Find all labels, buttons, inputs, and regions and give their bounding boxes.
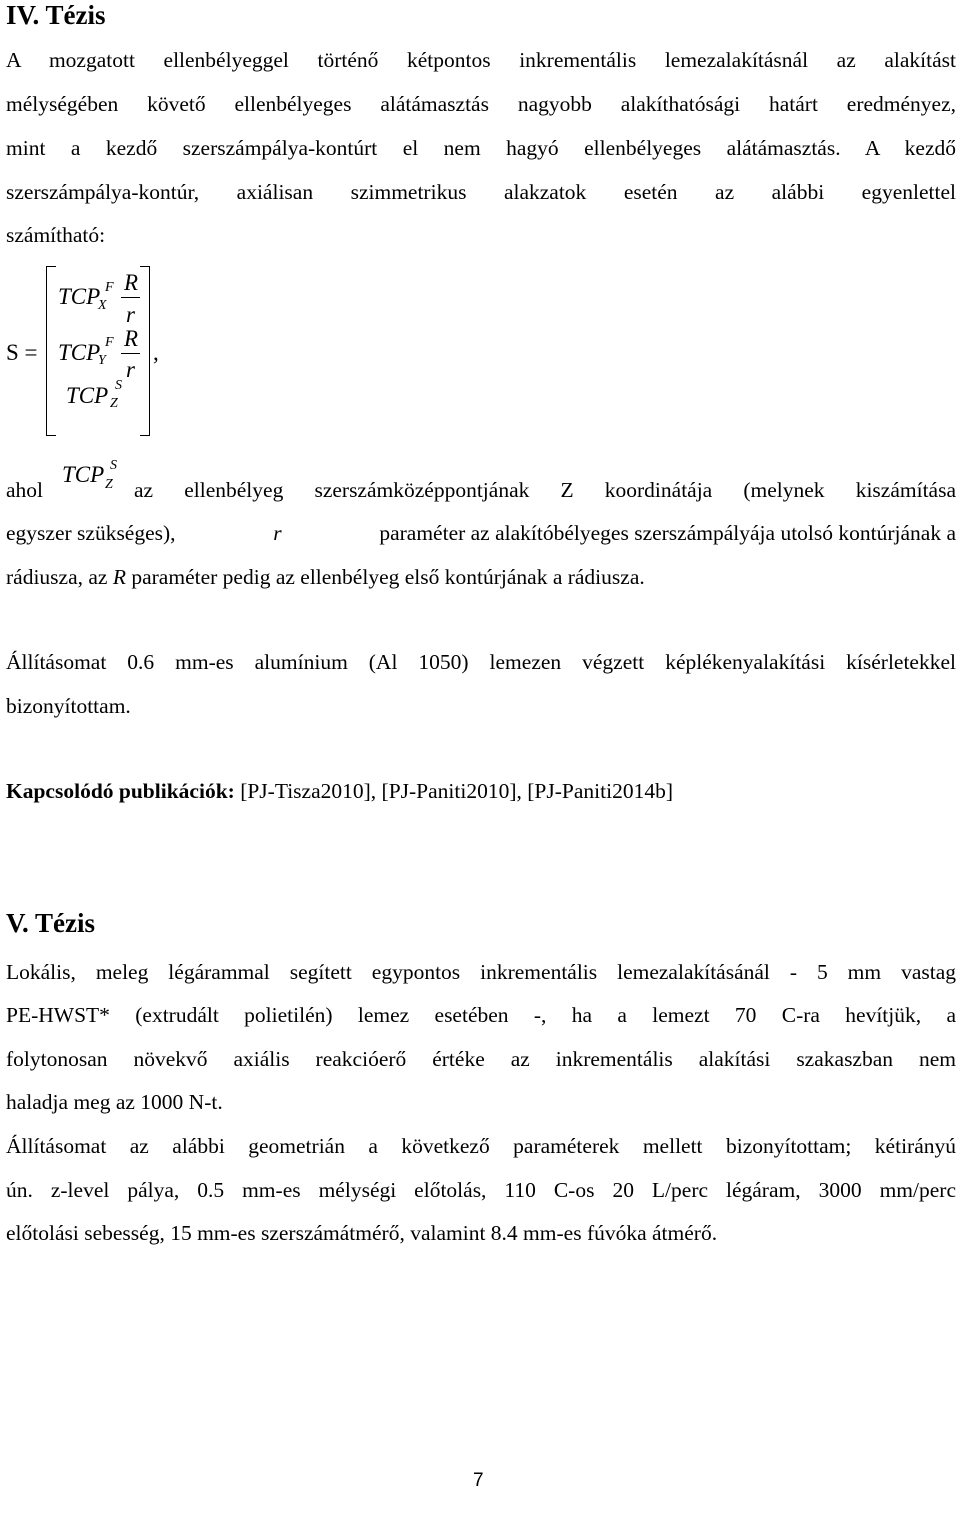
matrix-row3-sup: S xyxy=(115,378,122,393)
matrix-row3-tcp: TCP xyxy=(66,383,109,408)
section-4-paragraph-line: mélységében követő ellenbélyeges alátámasztás nagyobb alakíthatósági határt eredményez, xyxy=(6,92,956,116)
text-segment: paraméter az alakítóbélyeges szerszámpályája utolsó kontúrjának a xyxy=(379,521,956,545)
matrix-row1-frac-den: r xyxy=(126,302,135,327)
section-5-paragraph-line: folytonosan növekvő axiális reakcióerő értéke az inkrementális alakítási szakaszban nem xyxy=(6,1047,956,1071)
text-segment: egyszer szükséges), xyxy=(6,521,176,545)
ahol-tcp-sup: S xyxy=(110,458,117,473)
matrix-row3-sub: Z xyxy=(110,396,118,411)
section-4-paragraph-line: A mozgatott ellenbélyeggel történő kétpontos inkrementális lemezalakításnál az alakítást xyxy=(6,48,956,72)
paragraph-line-r xyxy=(6,521,956,546)
publications-label: Kapcsolódó publikációk: xyxy=(6,779,235,803)
section-5-paragraph-line: haladja meg az 1000 N-t. xyxy=(6,1090,223,1114)
ahol-word: ahol xyxy=(6,478,44,502)
section-5-heading: V. Tézis xyxy=(6,908,96,938)
matrix-row1-sub: X xyxy=(98,298,107,313)
variable-R: R xyxy=(112,565,126,589)
matrix-row1-frac-num: R xyxy=(124,270,139,295)
matrix-row2-sub: Y xyxy=(98,353,106,368)
matrix-row2-sup: F xyxy=(105,335,114,350)
equation-lhs: S = xyxy=(6,340,38,365)
equation-comma: , xyxy=(153,340,159,365)
text-segment: rádiusza, az xyxy=(6,565,108,589)
related-publications xyxy=(6,779,673,804)
text-segment: paraméter pedig az ellenbélyeg első kontúrjának a rádiusza. xyxy=(131,565,645,589)
page-number: 7 xyxy=(473,1470,484,1491)
claim-paragraph-line: bizonyítottam. xyxy=(6,694,131,718)
matrix-left-bracket xyxy=(46,266,56,436)
matrix-row1-sup: F xyxy=(105,280,114,295)
publications-list: [PJ-Tisza2010], [PJ-Paniti2010], [PJ-Paniti2014b] xyxy=(240,779,673,803)
section-4-heading: IV. Tézis xyxy=(6,0,106,30)
paragraph-line-R xyxy=(6,565,645,590)
matrix-row2-tcp: TCP xyxy=(58,340,101,365)
section-4-paragraph-line: mint a kezdő szerszámpálya-kontúrt el nem hagyó ellenbélyeges alátámasztás. A kezdő xyxy=(6,136,956,160)
section-5-paragraph-line: PE-HWST* (extrudált polietilén) lemez esetében -, ha a lemezt 70 C-ra hevítjük, a xyxy=(6,1003,956,1027)
matrix-right-bracket xyxy=(140,266,150,436)
variable-r: r xyxy=(273,521,282,545)
section-5-paragraph-line: Lokális, meleg légárammal segített egypontos inkrementális lemezalakításánál - 5 mm vastag xyxy=(6,960,956,984)
claim-paragraph-line: Állításomat 0.6 mm-es alumínium (Al 1050) lemezen végzett képlékenyalakítási kísérletekkel xyxy=(6,650,956,674)
section-5-paragraph-line: Állításomat az alábbi geometrián a következő paraméterek mellett bizonyítottam; kétirányú xyxy=(6,1134,956,1158)
matrix-row1-frac-bar xyxy=(121,297,140,298)
matrix-row2-frac-den: r xyxy=(126,357,135,382)
section-4-paragraph-line: számítható: xyxy=(6,223,106,247)
section-5-paragraph-line: ún. z-level pálya, 0.5 mm-es mélységi előtolás, 110 C-os 20 L/perc légáram, 3000 mm/perc xyxy=(6,1178,956,1202)
matrix-row1-tcp: TCP xyxy=(58,284,101,309)
ahol-tcp-sub: Z xyxy=(105,477,113,492)
section-5-paragraph-line: előtolási sebesség, 15 mm-es szerszámátmérő, valamint 8.4 mm-es fúvóka átmérő. xyxy=(6,1221,718,1245)
section-4-paragraph-line: szerszámpálya-kontúr, axiálisan szimmetrikus alakzatok esetén az alábbi egyenlettel xyxy=(6,180,956,204)
matrix-row2-frac-num: R xyxy=(124,326,139,351)
ahol-tcp: TCP xyxy=(62,462,105,487)
ahol-description: az ellenbélyeg szerszámközéppontjának Z koordinátája (melynek kiszámítása xyxy=(134,478,956,502)
matrix-row2-frac-bar xyxy=(121,353,140,354)
